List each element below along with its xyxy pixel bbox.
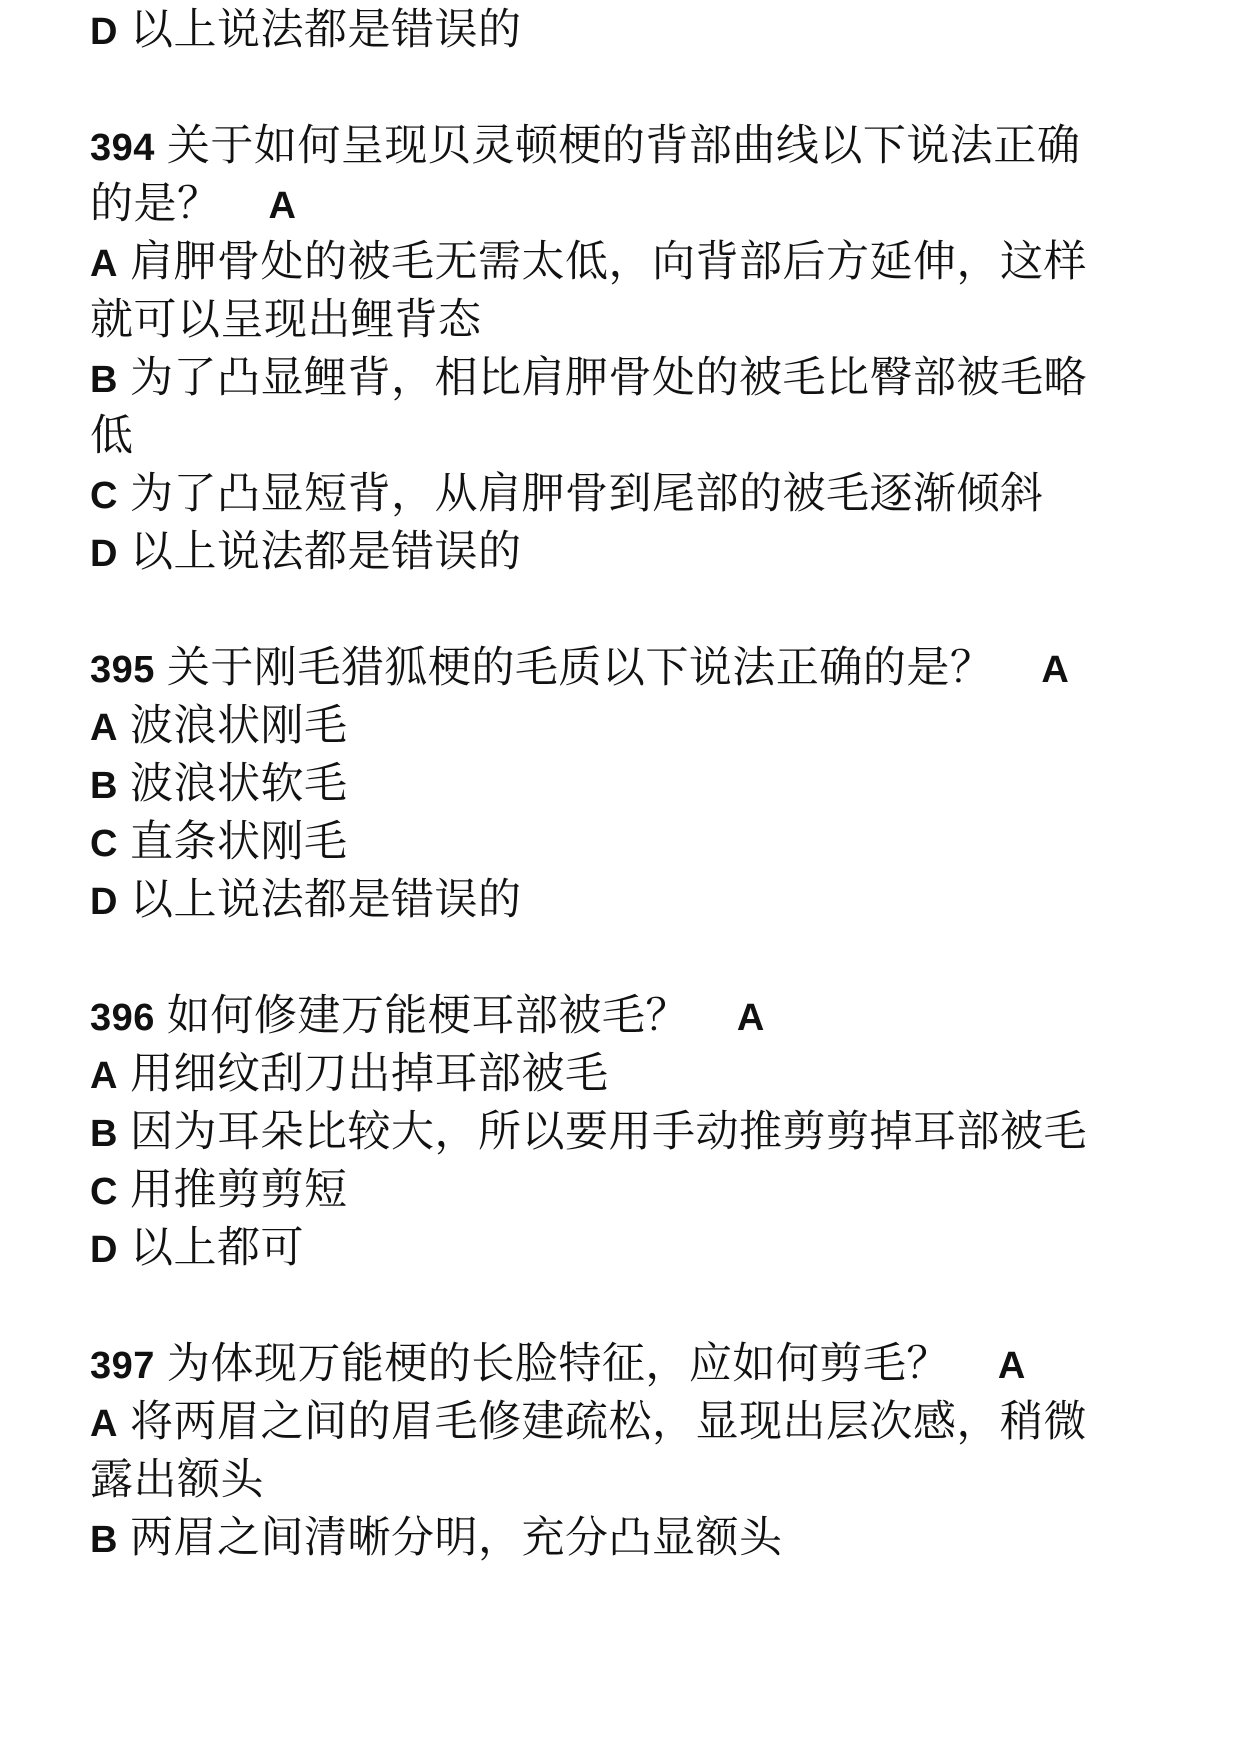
option-letter: B <box>90 1113 118 1155</box>
option-letter: D <box>90 881 118 923</box>
option-text: 用细纹刮刀出掉耳部被毛 <box>129 1049 609 1099</box>
question-text: 关于刚毛猎狐梗的毛质以下说法正确的是？ <box>166 643 994 693</box>
prev-option-d <box>90 2 521 58</box>
option-text: 以上说法都是错误的 <box>129 875 522 925</box>
question-394-option-d <box>90 524 521 580</box>
option-text: 用推剪剪短 <box>129 1165 348 1215</box>
option-text: 为了凸显短背，从肩胛骨到尾部的被毛逐渐倾斜 <box>129 469 1044 519</box>
option-letter: A <box>90 243 118 285</box>
question-number: 397 <box>90 1345 155 1387</box>
option-text: 直条状刚毛 <box>129 817 348 867</box>
option-text: 波浪状刚毛 <box>129 701 348 751</box>
option-letter: B <box>90 765 118 807</box>
question-396-option-d <box>90 1220 304 1276</box>
option-letter: D <box>90 1229 118 1271</box>
question-394-option-b-cont <box>90 408 134 464</box>
question-number: 395 <box>90 649 155 691</box>
option-letter: B <box>90 359 118 401</box>
answer-key: A <box>736 997 765 1039</box>
question-text-cont: 的是？ <box>90 179 221 229</box>
answer-key: A <box>1041 649 1070 691</box>
option-letter: B <box>90 1519 118 1561</box>
answer-key: A <box>997 1345 1026 1387</box>
option-letter: C <box>90 475 118 517</box>
option-text-cont: 就可以呈现出鲤背态 <box>90 295 482 345</box>
question-394-stem <box>90 118 1080 174</box>
option-text: 以上说法都是错误的 <box>129 5 522 55</box>
option-letter: A <box>90 1403 118 1445</box>
question-395-option-d <box>90 872 521 928</box>
question-395-option-c <box>90 814 347 870</box>
question-395-option-a <box>90 698 347 754</box>
option-letter: A <box>90 1055 118 1097</box>
option-letter: D <box>90 533 118 575</box>
option-text: 以上都可 <box>129 1223 304 1273</box>
question-text: 为体现万能梗的长脸特征，应如何剪毛？ <box>166 1339 950 1389</box>
question-394-option-a <box>90 234 1087 290</box>
option-letter: C <box>90 1171 118 1213</box>
question-397-option-a <box>90 1394 1087 1450</box>
option-text: 因为耳朵比较大，所以要用手动推剪剪掉耳部被毛 <box>129 1107 1087 1157</box>
option-letter: A <box>90 707 118 749</box>
option-letter: C <box>90 823 118 865</box>
question-394-option-c <box>90 466 1043 522</box>
question-395-option-b <box>90 756 347 812</box>
option-text-cont: 低 <box>90 411 134 461</box>
question-397-option-a-cont <box>90 1452 264 1508</box>
question-number: 394 <box>90 127 155 169</box>
question-396-option-a <box>90 1046 608 1102</box>
option-text: 为了凸显鲤背，相比肩胛骨处的被毛比臀部被毛略 <box>129 353 1087 403</box>
question-396-option-b <box>90 1104 1087 1160</box>
question-397-stem <box>90 1336 1026 1392</box>
question-number: 396 <box>90 997 155 1039</box>
question-text: 如何修建万能梗耳部被毛？ <box>166 991 689 1041</box>
option-text: 将两眉之间的眉毛修建疏松，显现出层次感，稍微 <box>129 1397 1087 1447</box>
question-394-stem-cont <box>90 176 296 232</box>
option-text: 波浪状软毛 <box>129 759 348 809</box>
option-text: 肩胛骨处的被毛无需太低，向背部后方延伸，这样 <box>129 237 1087 287</box>
option-text: 以上说法都是错误的 <box>129 527 522 577</box>
question-394-option-b <box>90 350 1087 406</box>
question-394-option-a-cont <box>90 292 482 348</box>
answer-key: A <box>268 185 297 227</box>
option-letter: D <box>90 11 118 53</box>
option-text: 两眉之间清晰分明，充分凸显额头 <box>129 1513 783 1563</box>
option-text-cont: 露出额头 <box>90 1455 264 1505</box>
question-396-option-c <box>90 1162 347 1218</box>
question-text: 关于如何呈现贝灵顿梗的背部曲线以下说法正确 <box>166 121 1081 171</box>
question-397-option-b <box>90 1510 782 1566</box>
question-395-stem <box>90 640 1069 696</box>
question-396-stem <box>90 988 765 1044</box>
